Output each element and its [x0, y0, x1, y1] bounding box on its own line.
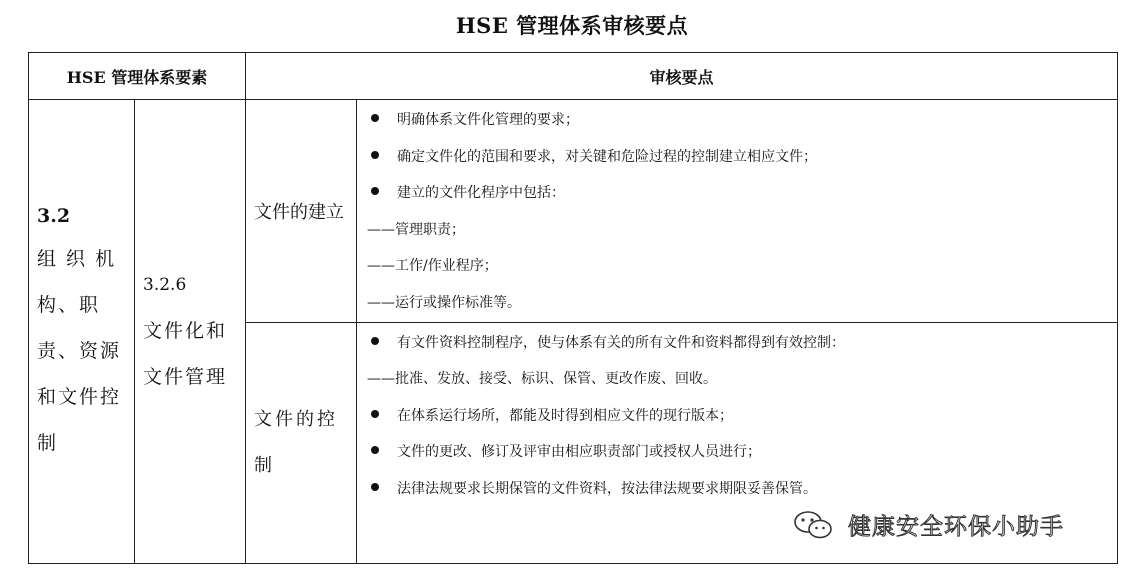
bullet-item — [367, 139, 1117, 176]
points-list — [367, 102, 1117, 322]
bullet-item — [367, 434, 1117, 471]
point-text: ——工作/作业程序； — [367, 258, 498, 275]
point-text: 确定文件化的范围和要求，对关键和危险过程的控制建立相应文件； — [397, 148, 818, 165]
sub-element-name: 文件化和文件管理 — [143, 320, 228, 389]
sub-item — [367, 212, 1117, 249]
bullet-icon — [371, 114, 379, 122]
bullet-item — [367, 175, 1117, 212]
sub-item — [367, 361, 1117, 398]
bullet-item — [367, 102, 1117, 139]
bullet-icon — [371, 410, 379, 418]
element-sub-cell — [135, 100, 246, 564]
point-text: 建立的文件化程序中包括： — [397, 185, 566, 202]
points-list — [367, 325, 1117, 508]
audit-table — [28, 52, 1118, 564]
table-row — [29, 100, 1118, 323]
point-text: ——管理职责； — [367, 221, 466, 238]
bullet-item — [367, 398, 1117, 435]
point-text: 在体系运行场所，都能及时得到相应文件的现行版本； — [397, 407, 734, 424]
bullet-icon — [371, 151, 379, 159]
page-title: HSE 管理体系审核要点 — [455, 13, 689, 38]
point-text: 法律法规要求长期保管的文件资料，按法律法规要求期限妥善保管。 — [397, 480, 818, 497]
bullet-icon — [371, 483, 379, 491]
bullet-icon — [371, 337, 379, 345]
point-text: 文件的更改、修订及评审由相应职责部门或授权人员进行； — [397, 444, 762, 461]
element-major-cell — [29, 100, 135, 564]
category-cell: 文件的控制 — [246, 322, 357, 563]
bullet-icon — [371, 446, 379, 454]
wechat-icon — [792, 509, 834, 541]
watermark — [792, 508, 1064, 541]
category-cell: 文件的建立 — [246, 100, 357, 323]
sub-element-number: 3.2.6 — [143, 275, 187, 296]
watermark-text: 健康安全环保小助手 — [848, 514, 1064, 540]
point-text: 有文件资料控制程序，使与体系有关的所有文件和资料都得到有效控制： — [397, 334, 846, 351]
bullet-item — [367, 325, 1117, 362]
table-header-row — [29, 53, 1118, 100]
sub-item — [367, 248, 1117, 285]
header-points: 审核要点 — [246, 53, 1118, 100]
point-text: ——批准、发放、接受、标识、保管、更改作废、回收。 — [367, 371, 718, 388]
header-elements: HSE 管理体系要素 — [29, 53, 246, 100]
sub-item — [367, 285, 1117, 322]
points-cell — [357, 100, 1118, 323]
bullet-icon — [371, 187, 379, 195]
point-text: ——运行或操作标准等。 — [367, 294, 522, 311]
element-name: 组 织 机构、职责、资源和文件控制 — [37, 248, 122, 455]
bullet-item — [367, 471, 1117, 508]
point-text: 明确体系文件化管理的要求； — [397, 112, 580, 128]
element-number: 3.2 — [37, 205, 71, 228]
